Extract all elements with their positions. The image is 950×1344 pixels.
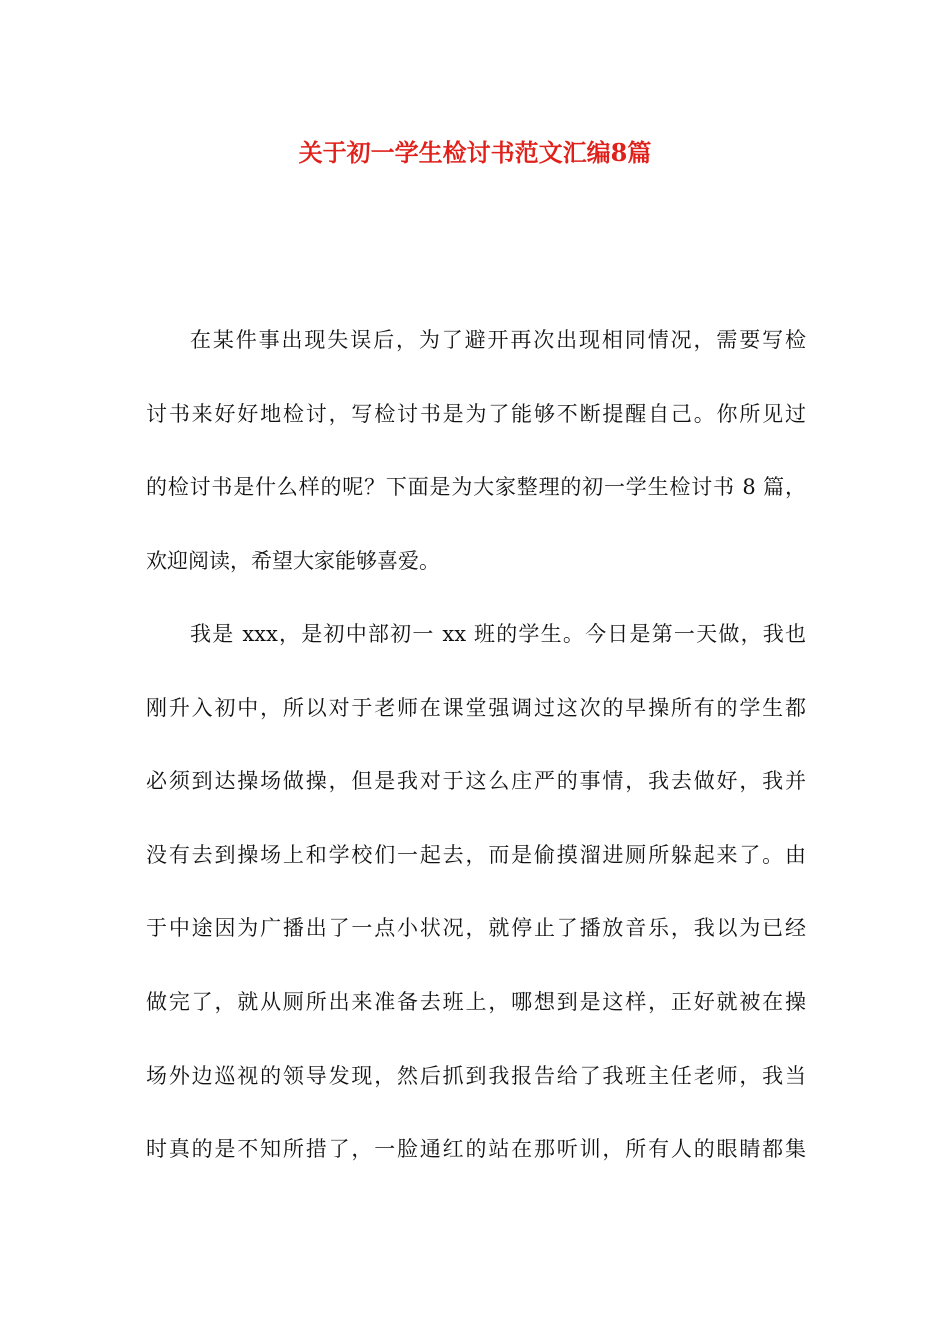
paragraph-intro: [146, 304, 806, 598]
paragraph-line: 刚升入初中，所以对于老师在课堂强调过这次的早操所有的学生都: [146, 695, 806, 720]
paragraph-line: 讨书来好好地检讨，写检讨书是为了能够不断提醒自己。你所见过: [146, 401, 806, 426]
paragraph-line: 时真的是不知所措了，一脸通红的站在那听训，所有人的眼睛都集: [146, 1137, 806, 1162]
paragraph-line: 于中途因为广播出了一点小状况，就停止了播放音乐，我以为已经: [146, 916, 806, 941]
document-title: 关于初一学生检讨书范文汇编8篇: [298, 138, 652, 167]
paragraph-line: 的检讨书是什么样的呢？下面是为大家整理的初一学生检讨书 8 篇，: [146, 475, 806, 500]
paragraph-line: 没有去到操场上和学校们一起去，而是偷摸溜进厕所躲起来了。由: [146, 842, 806, 867]
paragraph-letter-1: [146, 598, 806, 1187]
paragraph-line: 必须到达操场做操，但是我对于这么庄严的事情，我去做好，我并: [146, 769, 806, 794]
paragraph-line: 做完了，就从厕所出来准备去班上，哪想到是这样，正好就被在操: [146, 989, 806, 1014]
paragraph-line: 欢迎阅读，希望大家能够喜爱。: [146, 548, 440, 573]
paragraph-line: 我是 xxx，是初中部初一 xx 班的学生。今日是第一天做，我也: [190, 622, 806, 646]
paragraph-line: 场外边巡视的领导发现，然后抓到我报告给了我班主任老师，我当: [146, 1063, 806, 1088]
paragraph-line: 在某件事出现失误后，为了避开再次出现相同情况，需要写检: [190, 328, 806, 352]
